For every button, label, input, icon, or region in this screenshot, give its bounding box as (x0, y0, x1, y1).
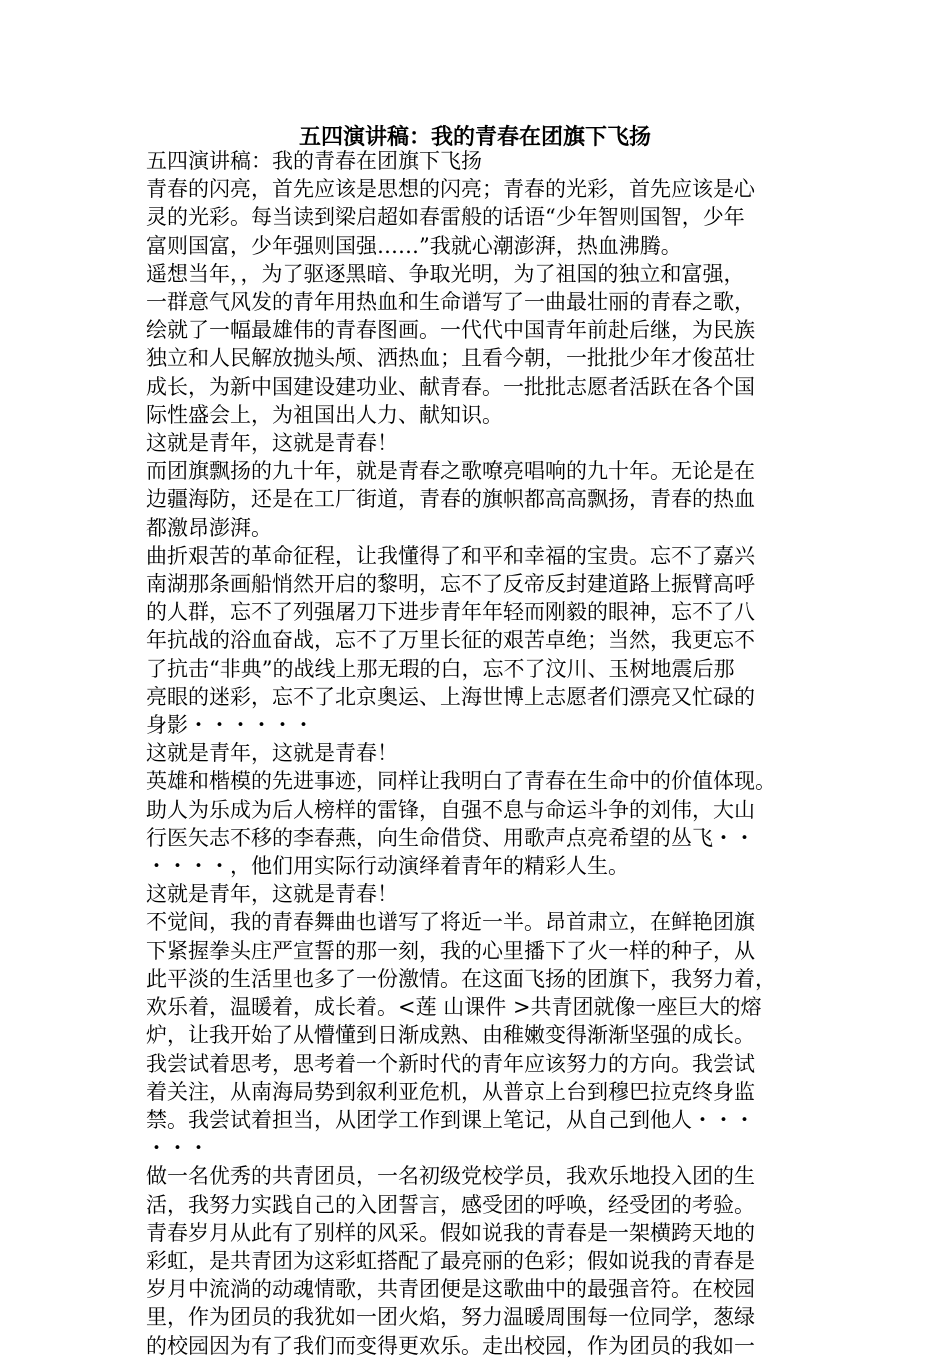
text-line: 做一名优秀的共青团员，一名初级党校学员，我欢乐地投入团的生 (146, 1164, 755, 1189)
text-line: 这就是青年，这就是青春！ (146, 882, 398, 907)
text-line: 青春岁月从此有了别样的风采。假如说我的青春是一架横跨天地的 (146, 1220, 755, 1245)
text-line: 着关注，从南海局势到叙利亚危机，从普京上台到穆巴拉克终身监 (146, 1079, 755, 1104)
text-line: 的校园因为有了我们而变得更欢乐。走出校园，作为团员的我如一 (146, 1333, 755, 1358)
text-line: 遥想当年，，为了驱逐黑暗、争取光明，为了祖国的独立和富强， (146, 261, 745, 286)
text-line: 英雄和楷模的先进事迹，同样让我明白了青春在生命中的价值体现。 (146, 769, 776, 794)
text-line: 里，作为团员的我犹如一团火焰，努力温暖周围每一位同学，葱绿 (146, 1305, 755, 1330)
text-line: 一群意气风发的青年用热血和生命谱写了一曲最壮丽的青春之歌， (146, 290, 755, 315)
text-line: 行医矢志不移的李春燕，向生命借贷、用歌声点亮希望的丛飞・・ (146, 825, 755, 850)
text-line: 彩虹，是共青团为这彩虹搭配了最亮丽的色彩；假如说我的青春是 (146, 1248, 755, 1273)
text-line: 都激昂澎湃。 (146, 515, 272, 540)
text-line: 禁。我尝试着担当，从团学工作到课上笔记，从自己到他人・・・ (146, 1107, 755, 1132)
text-line: ・・・・，他们用实际行动演绎着青年的精彩人生。 (146, 854, 629, 879)
text-line: 这就是青年，这就是青春！ (146, 431, 398, 456)
text-line: 的人群，忘不了列强屠刀下进步青年年轻而刚毅的眼神，忘不了八 (146, 600, 755, 625)
text-line: 边疆海防，还是在工厂街道，青春的旗帜都高高飘扬，青春的热血 (146, 487, 755, 512)
text-line: 这就是青年，这就是青春！ (146, 741, 398, 766)
text-line: 富则国富，少年强则国强……”我就心潮澎湃，热血沸腾。 (146, 233, 682, 258)
text-line: 欢乐着，温暖着，成长着。<莲 山课件 >共青团就像一座巨大的熔 (146, 995, 762, 1020)
text-line: 成长，为新中国建设建功业、献青春。一批批志愿者活跃在各个国 (146, 374, 755, 399)
text-line: 不觉间，我的青春舞曲也谱写了将近一半。昂首肃立，在鲜艳团旗 (146, 910, 755, 935)
document-title: 五四演讲稿：我的青春在团旗下飞扬 (298, 124, 651, 150)
text-line: 五四演讲稿：我的青春在团旗下飞扬 (146, 149, 482, 173)
text-line: ・・・ (146, 1136, 209, 1161)
document-body (146, 147, 816, 1360)
text-line: 炉，让我开始了从懵懂到日渐成熟、由稚嫩变得渐渐坚强的成长。 (146, 1023, 755, 1048)
text-line: 活，我努力实践自己的入团誓言，感受团的呼唤，经受团的考验。 (146, 1192, 755, 1217)
text-line: 年抗战的浴血奋战，忘不了万里长征的艰苦卓绝；当然，我更忘不 (146, 628, 755, 653)
text-line: 南湖那条画船悄然开启的黎明，忘不了反帝反封建道路上振臂高呼 (146, 572, 755, 597)
text-line: 灵的光彩。每当读到梁启超如春雷般的话语“少年智则国智，少年 (146, 205, 745, 230)
text-line: 了抗击“非典”的战线上那无瑕的白，忘不了汶川、玉树地震后那 (146, 656, 735, 681)
text-line: 助人为乐成为后人榜样的雷锋，自强不息与命运斗争的刘伟，大山 (146, 797, 755, 822)
text-line: 岁月中流淌的动魂情歌，共青团便是这歌曲中的最强音符。在校园 (146, 1277, 755, 1302)
text-line: 下紧握拳头庄严宣誓的那一刻，我的心里播下了火一样的种子，从 (146, 938, 755, 963)
text-line: 曲折艰苦的革命征程，让我懂得了和平和幸福的宝贵。忘不了嘉兴 (146, 543, 755, 568)
text-line: 青春的闪亮，首先应该是思想的闪亮；青春的光彩，首先应该是心 (146, 177, 755, 202)
text-line: 身影・・・・・・ (146, 713, 314, 738)
text-line: 此平淡的生活里也多了一份激情。在这面飞扬的团旗下，我努力着， (146, 966, 776, 991)
text-line: 而团旗飘扬的九十年，就是青春之歌嘹亮唱响的九十年。无论是在 (146, 459, 755, 484)
text-line: 独立和人民解放抛头颅、洒热血；且看今朝，一批批少年才俊茁壮 (146, 346, 755, 371)
text-line: 我尝试着思考，思考着一个新时代的青年应该努力的方向。我尝试 (146, 1051, 755, 1076)
text-line: 际性盛会上，为祖国出人力、献知识。 (146, 402, 503, 427)
text-line: 亮眼的迷彩，忘不了北京奥运、上海世博上志愿者们漂亮又忙碌的 (146, 684, 755, 709)
text-line: 绘就了一幅最雄伟的青春图画。一代代中国青年前赴后继，为民族 (146, 318, 755, 343)
